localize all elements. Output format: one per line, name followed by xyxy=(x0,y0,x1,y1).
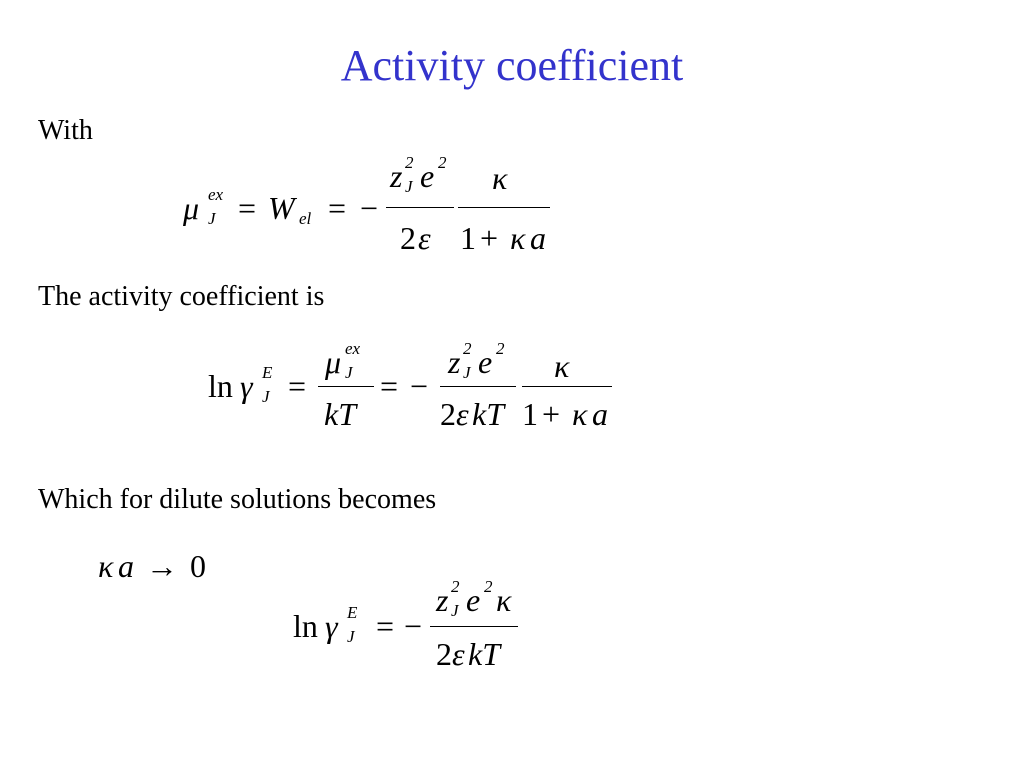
gamma-symbol: γ xyxy=(240,368,253,404)
fraction-bar xyxy=(458,207,550,208)
digit-1: 1 xyxy=(460,220,476,256)
kappa-symbol: κ xyxy=(492,160,508,196)
equals-sign: = xyxy=(328,190,347,226)
equals-sign: = xyxy=(288,368,307,404)
superscript-E: E xyxy=(262,363,273,382)
fraction-bar xyxy=(318,386,374,387)
a-symbol: a xyxy=(530,220,546,256)
subscript-J: J xyxy=(345,363,353,382)
kappa-symbol: κ xyxy=(554,348,570,384)
text-with: With xyxy=(38,115,93,146)
superscript-2: 2 xyxy=(463,339,472,358)
a-symbol: a xyxy=(592,396,608,432)
fraction-bar xyxy=(430,626,518,627)
e-symbol: e xyxy=(478,344,493,380)
mu-symbol: μ xyxy=(325,344,342,380)
ln-operator: ln xyxy=(208,368,233,404)
equals-sign: = xyxy=(376,608,395,644)
kappa-symbol: κ xyxy=(496,582,512,618)
z-symbol: z xyxy=(390,158,403,194)
digit-2: 2 xyxy=(440,396,456,432)
superscript-2: 2 xyxy=(484,577,493,596)
kappa-symbol: κ xyxy=(98,548,114,584)
superscript-2: 2 xyxy=(438,153,447,172)
e-symbol: e xyxy=(420,158,435,194)
minus-sign: − xyxy=(410,368,429,404)
subscript-J: J xyxy=(463,363,471,382)
minus-sign: − xyxy=(360,190,379,226)
ln-operator: ln xyxy=(293,608,318,644)
epsilon-symbol: ε xyxy=(456,396,469,432)
kappa-symbol: κ xyxy=(510,220,526,256)
fraction-bar xyxy=(522,386,612,387)
plus-sign: + xyxy=(480,220,499,256)
subscript-J: J xyxy=(405,177,413,196)
digit-2: 2 xyxy=(436,636,452,672)
subscript-J: J xyxy=(451,601,459,620)
equals-sign: = xyxy=(238,190,257,226)
slide-title: Activity coefficient xyxy=(340,41,684,90)
arrow-right-icon: → xyxy=(146,548,178,584)
text-activity-coefficient: The activity coefficient is xyxy=(38,281,325,312)
gamma-symbol: γ xyxy=(325,608,338,644)
digit-2: 2 xyxy=(400,220,416,256)
superscript-ex: ex xyxy=(345,339,361,358)
fraction-bar xyxy=(440,386,516,387)
superscript-E: E xyxy=(347,603,358,622)
minus-sign: − xyxy=(404,608,423,644)
superscript-ex: ex xyxy=(208,185,224,204)
equals-sign: = xyxy=(380,368,399,404)
kappa-symbol: κ xyxy=(572,396,588,432)
e-symbol: e xyxy=(466,582,481,618)
subscript-J: J xyxy=(262,387,270,406)
mu-symbol: μ xyxy=(183,190,200,226)
subscript-J: J xyxy=(208,209,216,228)
subscript-el: el xyxy=(299,209,312,228)
digit-1: 1 xyxy=(522,396,538,432)
a-symbol: a xyxy=(118,548,134,584)
epsilon-symbol: ε xyxy=(418,220,431,256)
z-symbol: z xyxy=(448,344,461,380)
superscript-2: 2 xyxy=(496,339,505,358)
subscript-J: J xyxy=(347,627,355,646)
fraction-bar xyxy=(386,207,454,208)
kT-symbol: kT xyxy=(468,636,500,672)
epsilon-symbol: ε xyxy=(452,636,465,672)
kT-symbol: kT xyxy=(324,396,356,432)
digit-0: 0 xyxy=(190,548,206,584)
z-symbol: z xyxy=(436,582,449,618)
plus-sign: + xyxy=(542,396,561,432)
superscript-2: 2 xyxy=(405,153,414,172)
W-symbol: W xyxy=(268,190,295,226)
kT-symbol: kT xyxy=(472,396,504,432)
text-dilute-solutions: Which for dilute solutions becomes xyxy=(38,484,437,515)
superscript-2: 2 xyxy=(451,577,460,596)
